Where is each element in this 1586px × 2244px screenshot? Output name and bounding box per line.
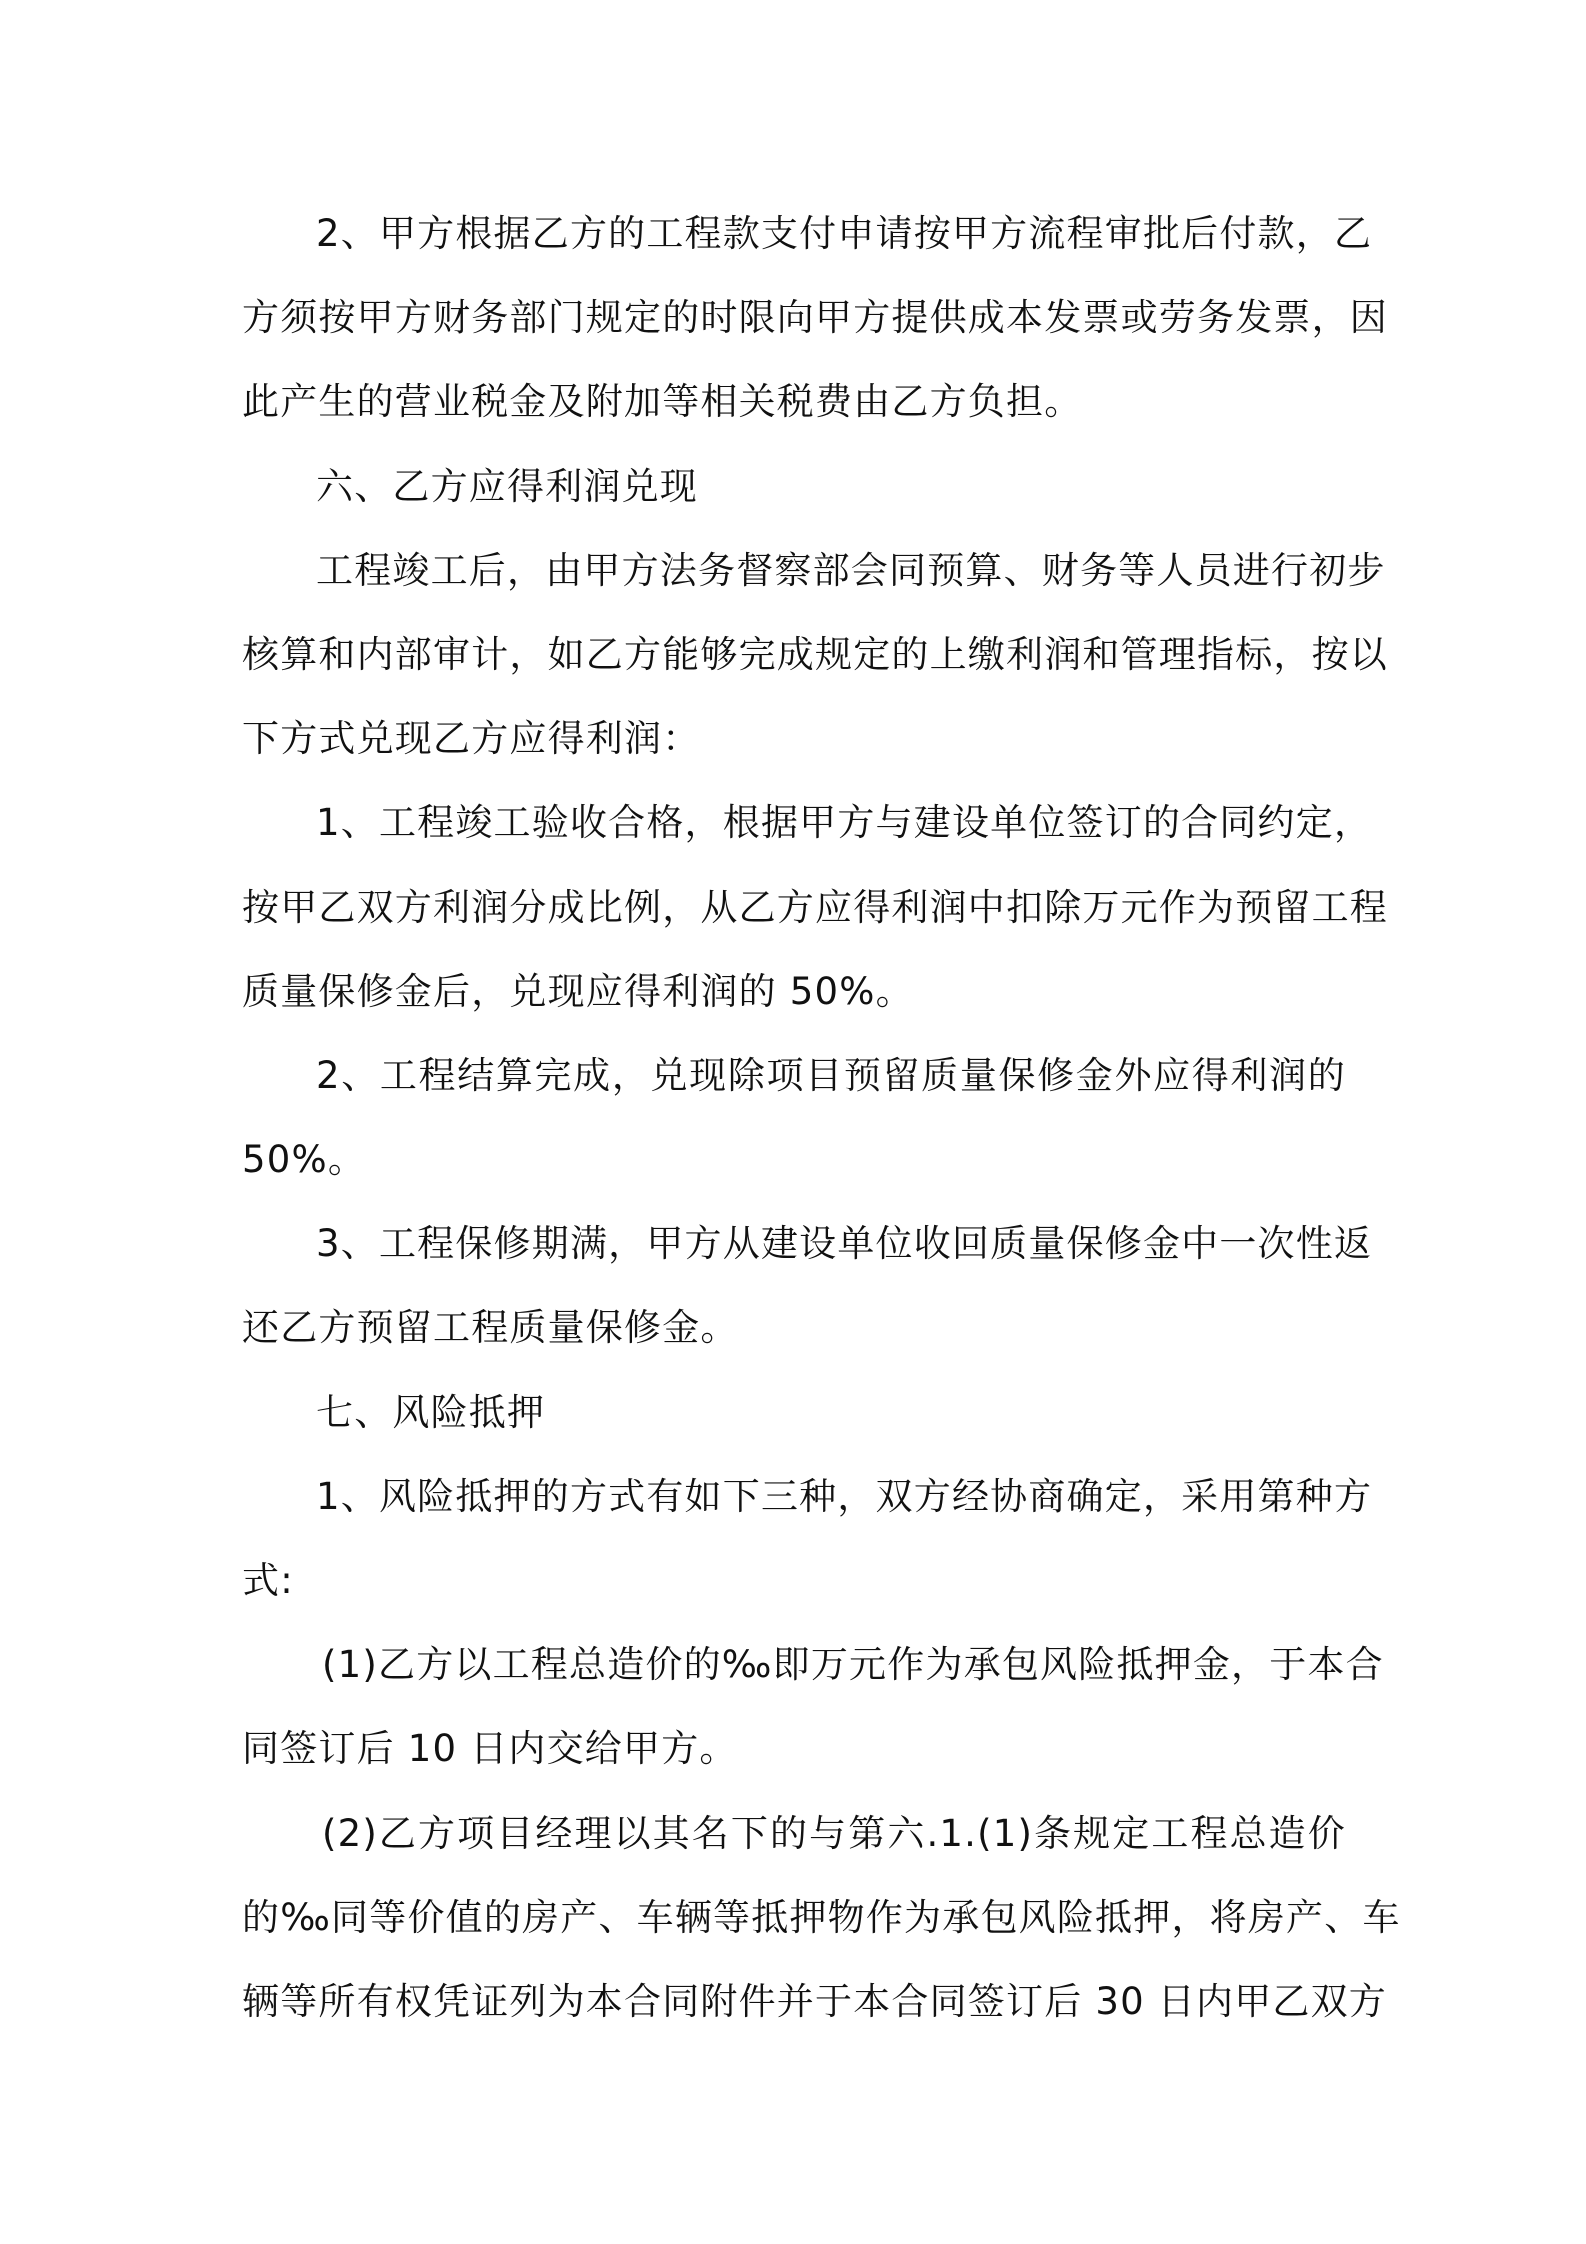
paragraph-line: 按甲乙双方利润分成比例，从乙方应得利润中扣除万元作为预留工程 bbox=[242, 885, 1388, 929]
paragraph-line: 3、工程保修期满，甲方从建设单位收回质量保修金中一次性返 bbox=[316, 1222, 1373, 1266]
section-heading: 七、风险抵押 bbox=[316, 1390, 546, 1434]
paragraph-line: 2、工程结算完成，兑现除项目预留质量保修金外应得利润的 bbox=[316, 1053, 1346, 1097]
section-heading: 六、乙方应得利润兑现 bbox=[316, 464, 698, 508]
paragraph-line: 的‰同等价值的房产、车辆等抵押物作为承包风险抵押，将房产、车 bbox=[242, 1895, 1401, 1939]
paragraph-line: 1、风险抵押的方式有如下三种，双方经协商确定，采用第种方 bbox=[316, 1474, 1373, 1518]
paragraph-line: 1、工程竣工验收合格，根据甲方与建设单位签订的合同约定， bbox=[316, 801, 1373, 845]
paragraph-line: 50%。 bbox=[242, 1138, 367, 1182]
paragraph-line: (2)乙方项目经理以其名下的与第六.1.(1)条规定工程总造价 bbox=[322, 1811, 1346, 1855]
document-body bbox=[242, 192, 1401, 2044]
paragraph-line: 下方式兑现乙方应得利润： bbox=[242, 717, 701, 761]
paragraph-line: 式: bbox=[242, 1559, 294, 1602]
paragraph-line: (1)乙方以工程总造价的‰即万元作为承包风险抵押金，于本合 bbox=[322, 1643, 1384, 1687]
paragraph-line: 质量保修金后，兑现应得利润的 50%。 bbox=[242, 969, 914, 1013]
paragraph-line: 辆等所有权凭证列为本合同附件并于本合同签订后 30 日内甲乙双方 bbox=[242, 1979, 1388, 2023]
paragraph-line: 同签订后 10 日内交给甲方。 bbox=[242, 1727, 738, 1771]
paragraph-line: 此产生的营业税金及附加等相关税费由乙方负担。 bbox=[242, 380, 1083, 424]
paragraph-line: 2、甲方根据乙方的工程款支付申请按甲方流程审批后付款，乙 bbox=[316, 212, 1373, 255]
paragraph-line: 还乙方预留工程质量保修金。 bbox=[242, 1306, 739, 1350]
paragraph-line: 工程竣工后，由甲方法务督察部会同预算、财务等人员进行初步 bbox=[316, 548, 1386, 592]
paragraph-line: 核算和内部审计，如乙方能够完成规定的上缴利润和管理指标，按以 bbox=[242, 632, 1388, 676]
paragraph-line: 方须按甲方财务部门规定的时限向甲方提供成本发票或劳务发票，因 bbox=[242, 296, 1388, 340]
